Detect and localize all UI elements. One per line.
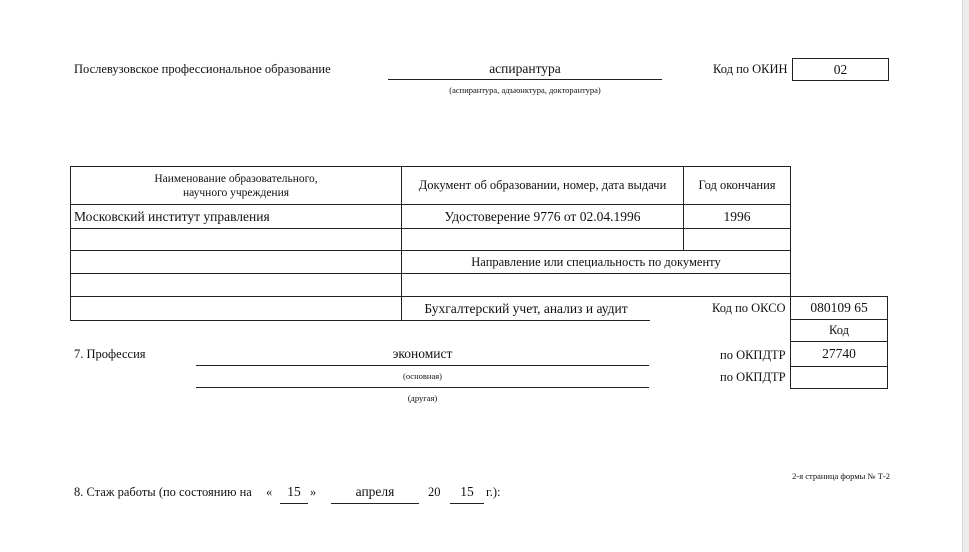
row4-specialty[interactable] xyxy=(402,274,790,296)
okpdtr-main-box[interactable] xyxy=(790,341,888,367)
postgrad-underline xyxy=(388,79,662,80)
postgrad-label: Послевузовское профессиональное образование xyxy=(74,62,331,76)
profession-main-value[interactable]: экономист xyxy=(392,346,453,361)
quote-close: » xyxy=(310,485,317,499)
code-header: Код xyxy=(829,322,849,337)
okso-code-box[interactable] xyxy=(790,296,888,320)
postgrad-value[interactable]: аспирантура xyxy=(489,61,561,76)
page-note: 2-я страница формы № Т-2 xyxy=(792,471,890,481)
row1-year[interactable]: 1996 xyxy=(723,208,751,224)
profession-other-underline[interactable] xyxy=(196,387,649,388)
okpdtr-other-code xyxy=(791,367,887,388)
experience-tail: г.): xyxy=(486,485,501,499)
viewer-scroll-edge[interactable] xyxy=(962,0,969,552)
profession-label: 7. Профессия xyxy=(74,347,146,361)
table-border-bottom xyxy=(70,320,650,321)
okin-label: Код по ОКИН xyxy=(713,62,788,76)
profession-main-underline xyxy=(196,365,649,366)
code-header-cell xyxy=(790,319,888,342)
header-institution: Наименование образовательного, научного учреждения xyxy=(154,172,318,199)
header-year: Год окончания xyxy=(698,178,776,192)
okpdtr-main-code: 27740 xyxy=(822,346,856,361)
year-underline xyxy=(450,503,484,504)
row2-document[interactable] xyxy=(402,229,683,250)
okpdtr-other-box[interactable] xyxy=(790,366,888,389)
okso-label: Код по ОКСО xyxy=(712,301,786,315)
experience-day[interactable]: 15 xyxy=(287,484,301,499)
postgrad-hint: (аспирантура, адъюнктура, докторантура) xyxy=(449,85,601,95)
row1-institution[interactable]: Московский институт управления xyxy=(74,208,270,224)
okin-code: 02 xyxy=(833,61,848,77)
okpdtr-other-label: по ОКПДТР xyxy=(720,370,786,384)
experience-label: 8. Стаж работы (по состоянию на xyxy=(74,485,252,499)
row2-year[interactable] xyxy=(684,229,790,250)
row2-institution[interactable] xyxy=(71,229,401,250)
okso-code: 080109 65 xyxy=(810,300,868,315)
row3-institution[interactable] xyxy=(71,251,401,273)
row4-institution[interactable] xyxy=(71,274,401,296)
table-col-line xyxy=(790,166,791,296)
okpdtr-main-label: по ОКПДТР xyxy=(720,348,786,362)
row1-document[interactable]: Удостоверение 9776 от 02.04.1996 xyxy=(444,208,641,224)
row5-institution[interactable] xyxy=(71,297,401,320)
specialty-value[interactable]: Бухгалтерский учет, анализ и аудит xyxy=(424,300,628,316)
month-underline xyxy=(331,503,419,504)
quote-open: « xyxy=(266,485,273,499)
okin-code-box[interactable] xyxy=(792,58,889,81)
header-specialty: Направление или специальность по документу xyxy=(471,254,721,269)
experience-month[interactable]: апреля xyxy=(355,484,395,499)
header-document: Документ об образовании, номер, дата выдачи xyxy=(418,178,667,192)
profession-main-hint: (основная) xyxy=(403,371,442,381)
year-prefix: 20 xyxy=(428,485,441,499)
profession-other-hint: (другая) xyxy=(407,393,438,403)
experience-year[interactable]: 15 xyxy=(460,484,474,499)
day-underline xyxy=(280,503,308,504)
